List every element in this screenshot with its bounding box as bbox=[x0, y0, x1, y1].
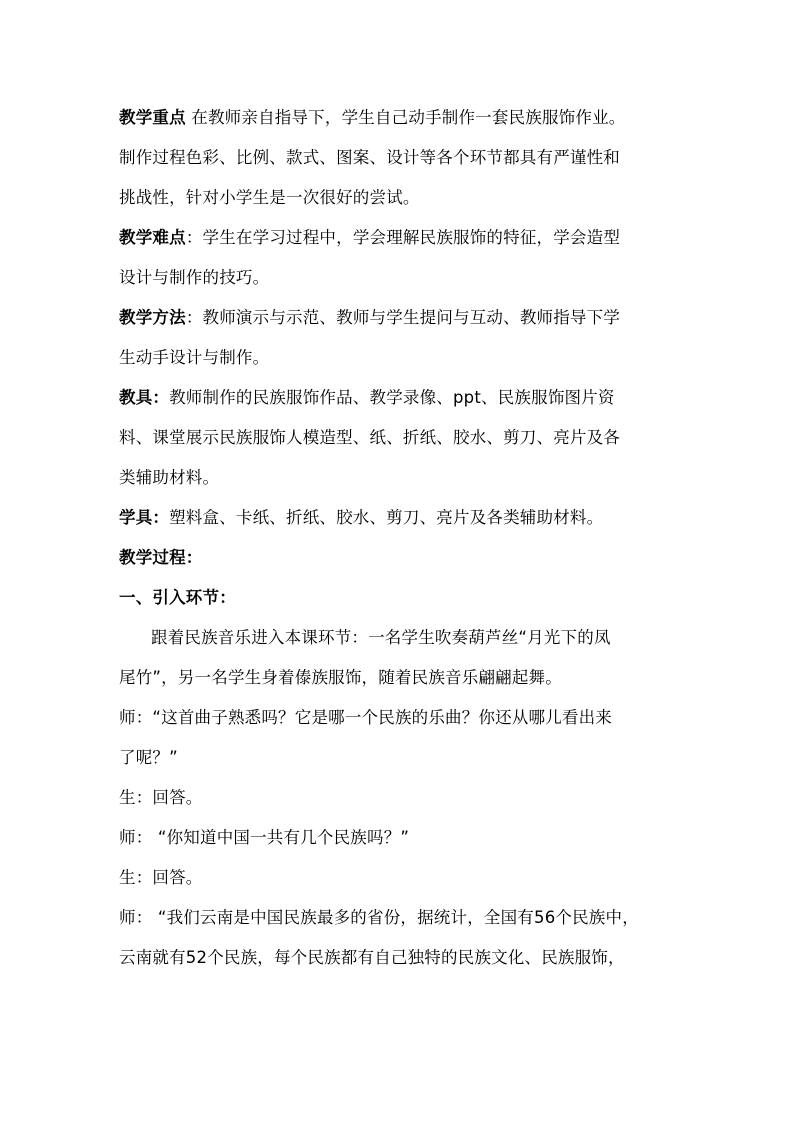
body-line-7: 生：回答。 bbox=[119, 868, 203, 887]
methods-line-2: 生动手设计与制作。 bbox=[119, 348, 270, 367]
key-points-label: 教学重点 bbox=[119, 108, 186, 127]
teaching-aids-line-3: 类辅助材料。 bbox=[119, 468, 220, 487]
body-line-1: 跟着民族音乐进入本课环节：一名学生吹奏葫芦丝“月光下的凤 bbox=[151, 628, 611, 647]
learning-tools-label: 学具： bbox=[119, 508, 170, 527]
body-line-4: 了呢？” bbox=[119, 748, 178, 767]
step-heading: 一、引入环节： bbox=[119, 588, 236, 607]
difficulties-label: 教学难点 bbox=[119, 228, 186, 247]
body-line-5: 生：回答。 bbox=[119, 788, 203, 807]
learning-tools-text: 塑料盒、卡纸、折纸、胶水、剪刀、亮片及各类辅助材料。 bbox=[169, 508, 604, 527]
methods-line-1: 教学方法：教师演示与示范、教师与学生提问与互动、教师指导下学 bbox=[119, 308, 621, 327]
teaching-aids-line-2: 料、课堂展示民族服饰人模造型、纸、折纸、胶水、剪刀、亮片及各 bbox=[119, 428, 620, 447]
document-body bbox=[119, 98, 679, 978]
learning-tools-line-1 bbox=[119, 498, 679, 538]
teaching-aids-text: 教师制作的民族服饰作品、教学录像、ppt、民族服饰图片资 bbox=[169, 388, 615, 407]
body-line-3: 师：“这首曲子熟悉吗？它是哪一个民族的乐曲？你还从哪儿看出来 bbox=[119, 708, 613, 727]
process-heading: 教学过程： bbox=[119, 548, 203, 567]
key-points-text: 在教师亲自指导下，学生自己动手制作一套民族服饰作业。 bbox=[191, 108, 626, 127]
body-line-9: 云南就有52个民族，每个民族都有自己独特的民族文化、民族服饰， bbox=[119, 948, 625, 967]
body-line-2: 尾竹”，另一名学生身着傣族服饰，随着民族音乐翩翩起舞。 bbox=[119, 668, 562, 687]
key-points-line-1 bbox=[119, 98, 679, 138]
key-points-line-3: 挑战性，针对小学生是一次很好的尝试。 bbox=[119, 188, 420, 207]
teaching-aids-label: 教具： bbox=[119, 388, 170, 407]
teaching-aids-line-1 bbox=[119, 378, 679, 418]
key-points-line-2: 制作过程色彩、比例、款式、图案、设计等各个环节都具有严谨性和 bbox=[119, 148, 620, 167]
difficulties-text: 学生在学习过程中，学会理解民族服饰的特征，学会造型 bbox=[202, 228, 621, 247]
methods-label: 教学方法 bbox=[119, 308, 186, 327]
difficulties-line-1: 教学难点：学生在学习过程中，学会理解民族服饰的特征，学会造型 bbox=[119, 228, 621, 247]
body-line-6: 师： “你知道中国一共有几个民族吗？” bbox=[119, 828, 410, 847]
body-line-8: 师： “我们云南是中国民族最多的省份，据统计，全国有56个民族中， bbox=[119, 908, 639, 927]
difficulties-line-2: 设计与制作的技巧。 bbox=[119, 268, 270, 287]
methods-text: 教师演示与示范、教师与学生提问与互动、教师指导下学 bbox=[202, 308, 621, 327]
